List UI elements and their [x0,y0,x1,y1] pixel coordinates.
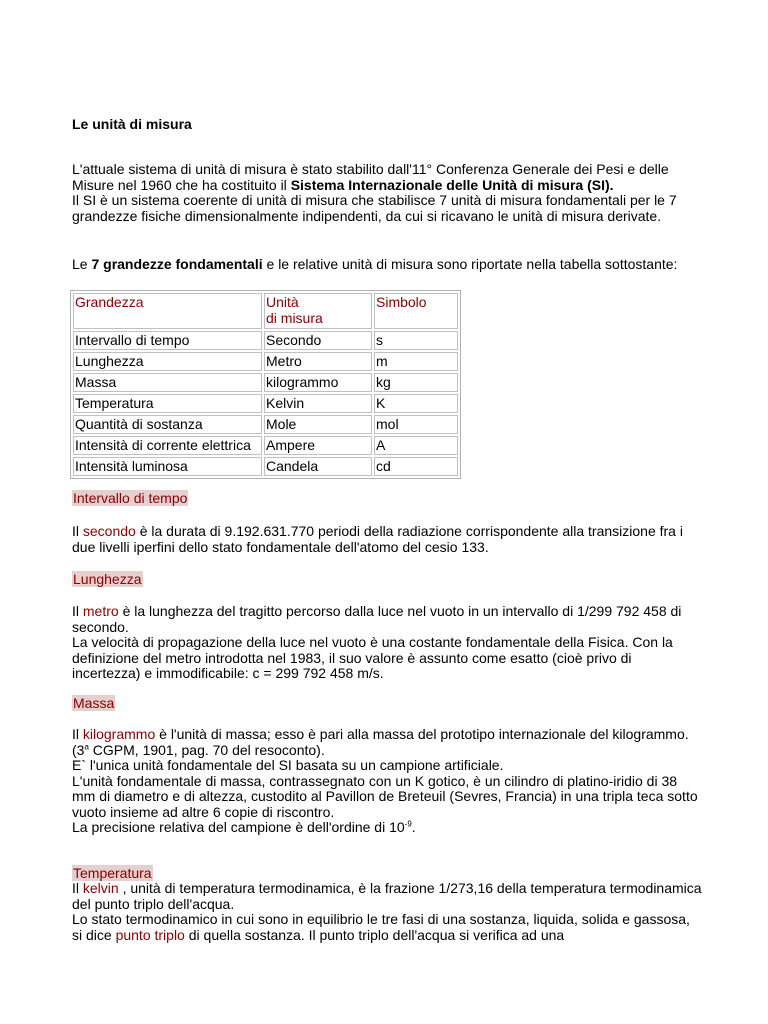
cgpm-rest: CGPM, 1901, pag. 70 del resoconto). [88,741,325,758]
tempo-pre: Il [72,523,83,539]
temperatura-p2-pre: Lo stato termodinamico in cui sono in equilibrio le tre fasi di una sostanza, liquida, solida e gassosa, si dice [72,911,690,943]
heading-tempo: Intervallo di tempo [73,490,188,506]
lunghezza-p2: La velocità di propagazione della luce nel vuoto è una costante fondamentale della Fisica. Con la definizione del metro introdotta nel 1983, il suo valore è assunto come esatto (cioè privo di incertezza) e immodificabile: c = 299 792 458 m/s. [72,634,673,681]
table-row [73,415,458,434]
table-row [73,331,458,350]
massa-p5-post: . [411,819,416,835]
cell-unita: Metro [264,352,372,371]
table-row [73,394,458,413]
massa-p3: E` l'unica unità fondamentale del SI basata su un campione artificiale. [72,757,504,773]
cell-simbolo: kg [374,373,458,392]
cell-grandezza: Quantità di sostanza [73,415,262,434]
cell-grandezza: Intensità luminosa [73,457,262,476]
heading-temperatura: Temperatura [73,865,152,881]
cgpm-sup: a [84,741,89,751]
table-intro [72,257,702,273]
cell-unita: Ampere [264,436,372,455]
si-units-table [70,290,461,479]
lunghezza-pre: Il [72,603,83,619]
header-unita-line1: Unità [266,294,299,310]
cell-grandezza: Massa [73,373,262,392]
paragraph-massa [72,727,702,836]
page-title: Le unità di misura [72,116,192,132]
lunghezza-post: è la lunghezza del tragitto percorso dalla luce nel vuoto in un intervallo di 1/299 792 458 di secondo. [72,603,682,635]
table-row [73,352,458,371]
temperatura-pre: Il [72,880,83,896]
header-unita-line2: di misura [266,310,323,326]
term-metro: metro [82,603,119,619]
section-heading-tempo [72,491,702,507]
term-kilogrammo: kilogrammo [82,726,156,742]
tempo-post: è la durata di 9.192.631.770 periodi della radiazione corrispondente alla transizione fra i due livelli iperfini dello stato fondamentale dell'atomo del cesio 133. [72,523,683,555]
massa-p4: L'unità fondamentale di massa, contrassegnato con un K gotico, è un cilindro di platino-iridio di 38 mm di diametro e di altezza, custodito al Pavillon de Breteuil (Sevres, Francia) in una tripla teca sotto vuoto insieme ad altre 6 copie di riscontro. [72,772,698,820]
massa-post: è l'unità di massa; esso è pari alla massa del prototipo internazionale del kilogrammo. [155,726,689,742]
table-row [73,436,458,455]
cell-grandezza: Intensità di corrente elettrica [73,436,262,455]
section-heading-lunghezza [72,572,702,588]
cell-simbolo: A [374,436,458,455]
temperatura-p2-post: di quella sostanza. Il punto triplo dell'acqua si verifica ad una [184,926,565,943]
term-punto-triplo: punto triplo [115,926,185,943]
table-header-row [73,293,458,329]
cell-unita: kilogrammo [264,373,372,392]
paragraph-tempo [72,524,702,555]
intro-bold: Sistema Internazionale delle Unità di misura (SI). [290,176,614,193]
table-row [73,373,458,392]
heading-massa: Massa [73,695,115,711]
temperatura-post: , unità di temperatura termodinamica, è la frazione 1/273,16 della temperatura termodinamica del punto triplo dell'acqua. [72,880,702,912]
heading-lunghezza: Lunghezza [73,571,142,587]
cell-simbolo: s [374,331,458,350]
intro-text-2: Il SI è un sistema coerente di unità di misura che stabilisce 7 unità di misura fondamentali per le 7 grandezze fisiche dimensionalmente indipendenti, da cui si ricavano le unità di misura derivate. [72,192,677,224]
section-heading-massa [72,696,702,712]
cell-unita: Kelvin [264,394,372,413]
cell-simbolo: mol [374,415,458,434]
cell-unita: Secondo [264,331,372,350]
paragraph-temperatura [72,881,702,943]
massa-p5: La precisione relativa del campione è dell'ordine di 10 [72,819,405,835]
cell-simbolo: cd [374,457,458,476]
massa-pre: Il [72,726,83,742]
intro-text: L'attuale sistema di unità di misura è stato stabilito dall'11° Conferenza Generale dei Pesi e delle Misure nel 1960 che ha costituito il [72,161,669,193]
cell-simbolo: K [374,394,458,413]
cell-grandezza: Intervallo di tempo [73,331,262,350]
header-unita [264,293,372,329]
cell-unita: Mole [264,415,372,434]
intro-paragraph [72,162,702,224]
header-simbolo: Simbolo [374,293,458,329]
cell-grandezza: Lunghezza [73,352,262,371]
header-grandezza: Grandezza [73,293,262,329]
term-kelvin: kelvin [82,880,119,896]
table-intro-post: e le relative unità di misura sono riportate nella tabella sottostante: [262,256,678,272]
massa-p5-sup: -9 [404,819,412,829]
cgpm-num: (3 [72,741,85,758]
table-intro-pre: Le [72,256,92,272]
cell-simbolo: m [374,352,458,371]
table-row [73,457,458,476]
table-intro-bold: 7 grandezze fondamentali [91,256,263,272]
cell-grandezza: Temperatura [73,394,262,413]
cell-unita: Candela [264,457,372,476]
term-secondo: secondo [82,523,136,539]
paragraph-lunghezza [72,604,702,682]
